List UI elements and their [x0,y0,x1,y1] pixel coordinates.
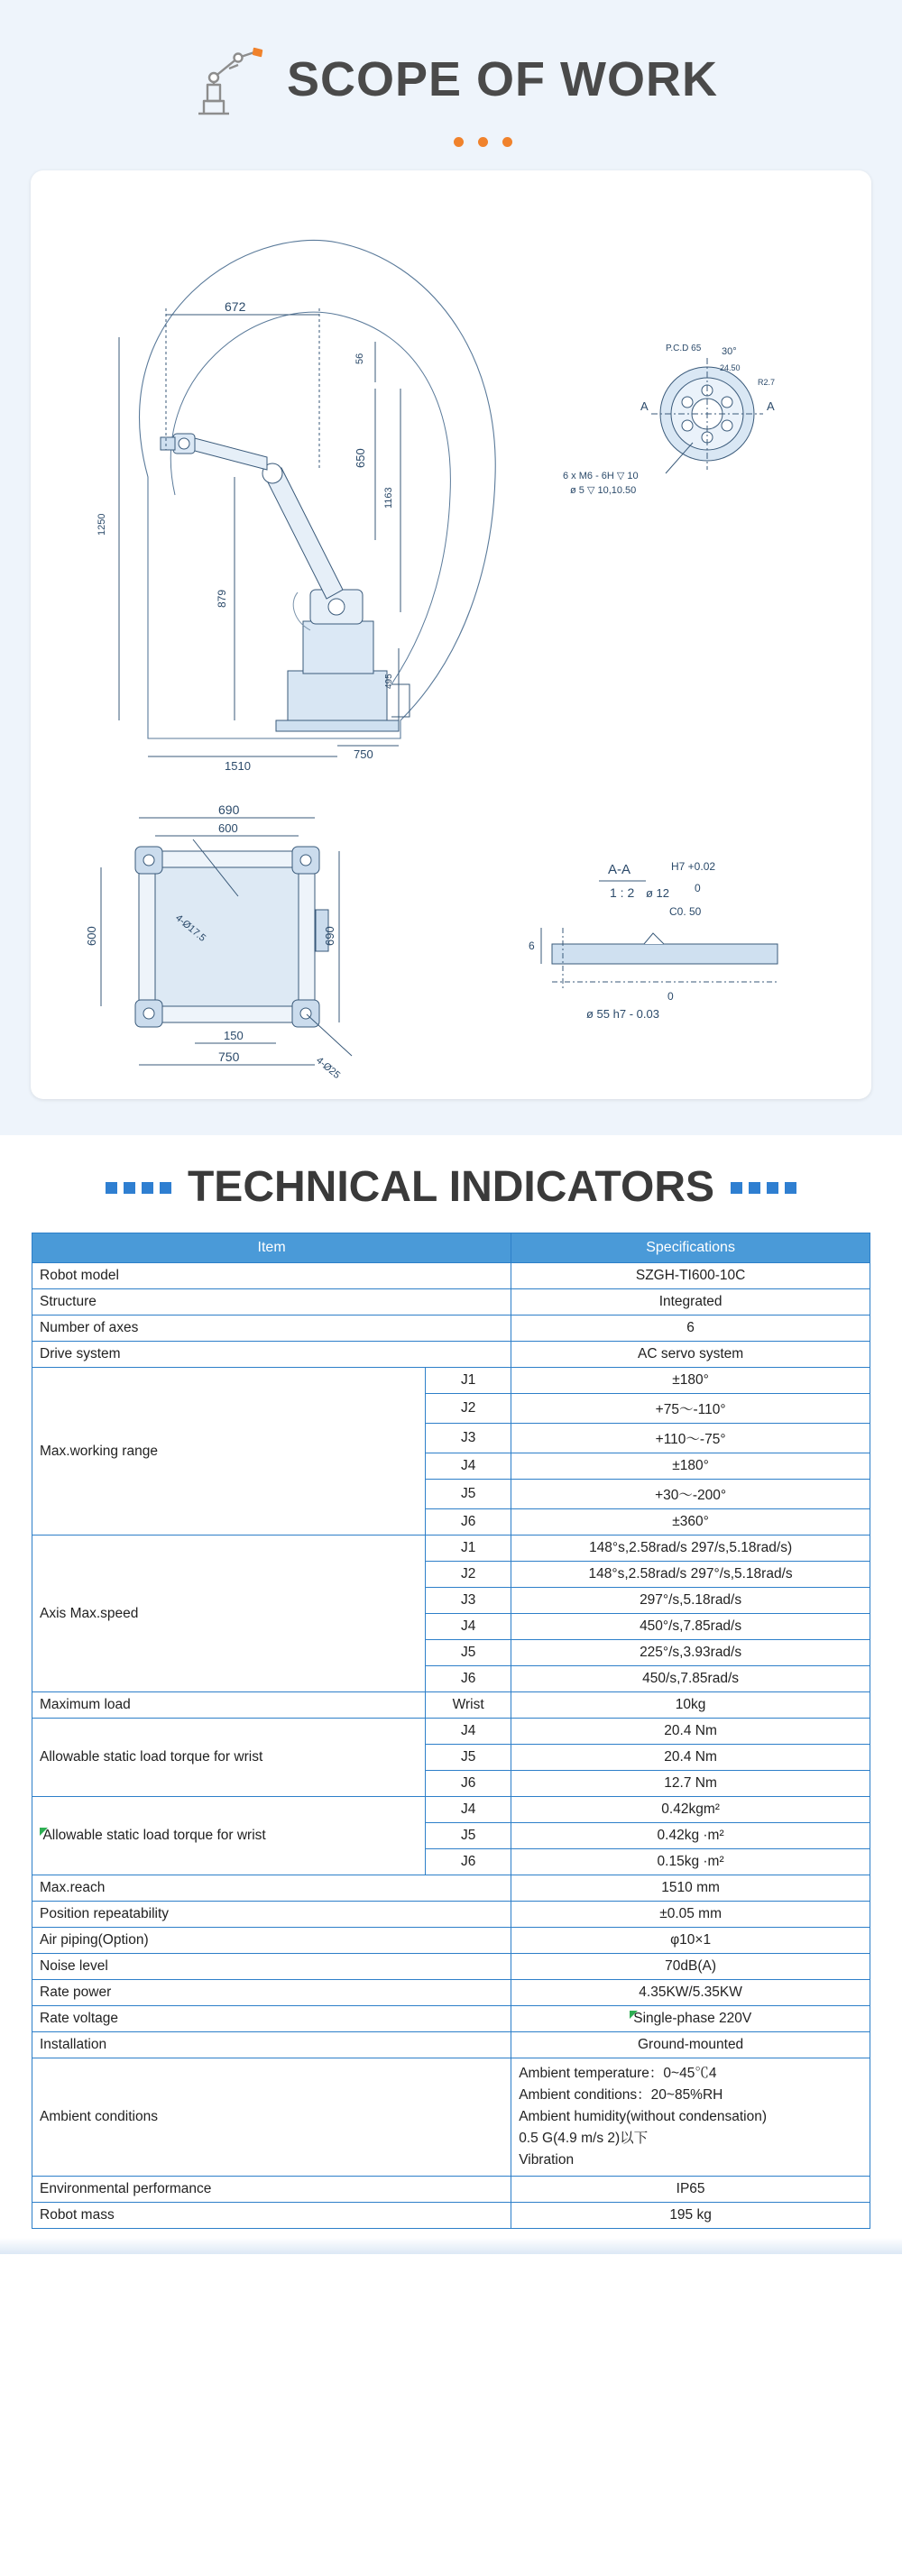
row-value: ±180° [511,1368,870,1394]
row-value: 148°s,2.58rad/s 297°/s,5.18rad/s [511,1562,870,1588]
svg-text:H7 +0.02: H7 +0.02 [671,860,716,873]
svg-text:6 x M6 - 6H ▽ 10: 6 x M6 - 6H ▽ 10 [563,471,639,481]
row-value [511,2006,870,2032]
row-value: +75〜-110° [511,1394,870,1424]
svg-text:0: 0 [695,882,701,894]
row-label [32,1797,426,1875]
table-row [32,1928,870,1954]
sub-label: J6 [426,1771,511,1797]
row-label: Position repeatability [32,1902,511,1928]
svg-text:24.50: 24.50 [720,363,741,372]
scope-of-work-section [0,0,902,1135]
table-row [32,1692,870,1719]
svg-text:A-A: A-A [608,862,631,877]
svg-text:C0. 50: C0. 50 [669,905,702,918]
row-value: 225°/s,3.93rad/s [511,1640,870,1666]
row-label: Allowable static load torque for wrist [32,1719,426,1797]
sub-label: J2 [426,1394,511,1424]
svg-text:56: 56 [354,353,365,364]
svg-text:495: 495 [384,674,394,689]
table-row [32,1902,870,1928]
svg-text:1 : 2: 1 : 2 [610,885,635,900]
table-row [32,1719,870,1745]
table-row [32,1797,870,1823]
svg-text:879: 879 [216,589,228,608]
row-value: AC servo system [511,1342,870,1368]
sub-label: J5 [426,1823,511,1849]
scope-title: SCOPE OF WORK [286,52,718,106]
row-value: ±180° [511,1453,870,1480]
row-label: Number of axes [32,1316,511,1342]
dot-3 [502,137,512,147]
row-value: 4.35KW/5.35KW [511,1980,870,2006]
row-label: Ambient conditions [32,2058,511,2177]
sub-label: J6 [426,1666,511,1692]
svg-text:690: 690 [323,926,336,946]
sub-label: J4 [426,1797,511,1823]
row-value: ±0.05 mm [511,1902,870,1928]
row-value: 0.42kg ·m² [511,1823,870,1849]
row-value: ±360° [511,1509,870,1536]
row-value: 70dB(A) [511,1954,870,1980]
svg-text:1510: 1510 [225,759,251,773]
row-value: 450°/s,7.85rad/s [511,1614,870,1640]
row-value: Integrated [511,1289,870,1316]
svg-text:ø 55 h7 - 0.03: ø 55 h7 - 0.03 [586,1007,659,1021]
robot-dimension-drawing [31,170,871,1099]
svg-text:ø 5 ▽ 10,10.50: ø 5 ▽ 10,10.50 [570,485,637,496]
svg-text:R2.7: R2.7 [758,378,776,387]
ambient-line-3: Ambient humidity(without condensation) [519,2109,768,2125]
sub-label: J6 [426,1509,511,1536]
row-value: Ground-mounted [511,2032,870,2058]
ambient-line-5: Vibration [519,2152,575,2168]
table-row [32,1289,870,1316]
table-row [32,1536,870,1562]
sub-label: J5 [426,1745,511,1771]
svg-text:P.C.D 65: P.C.D 65 [666,344,702,353]
svg-text:750: 750 [218,1050,240,1064]
table-row [32,1368,870,1394]
table-row [32,2032,870,2058]
svg-text:4-Ø25: 4-Ø25 [314,1055,343,1081]
row-value: φ10×1 [511,1928,870,1954]
sub-label: J2 [426,1562,511,1588]
row-value: 0.15kg ·m² [511,1849,870,1875]
table-row [32,2177,870,2203]
row-label: Robot model [32,1263,511,1289]
table-row [32,2203,870,2229]
table-row [32,1954,870,1980]
row-label: Rate power [32,1980,511,2006]
table-row [32,1980,870,2006]
svg-text:0: 0 [667,990,674,1003]
row-label: Noise level [32,1954,511,1980]
scope-header [0,25,902,121]
decorative-dots [63,137,902,147]
row-value: +30〜-200° [511,1480,870,1509]
table-row [32,1342,870,1368]
sub-label: J1 [426,1536,511,1562]
svg-text:4-Ø17.5: 4-Ø17.5 [173,912,208,944]
svg-text:A: A [767,399,775,413]
sub-label: Wrist [426,1692,511,1719]
row-label: Drive system [32,1342,511,1368]
technical-indicators-section [0,1135,902,2238]
table-row [32,1263,870,1289]
row-value: 297°/s,5.18rad/s [511,1588,870,1614]
row-label: Rate voltage [32,2006,511,2032]
row-value: SZGH-TI600-10C [511,1263,870,1289]
ambient-line-2: Ambient conditions：20~85%RH [519,2087,723,2104]
table-row [32,2058,870,2177]
header-item: Item [32,1233,511,1263]
sub-label: J5 [426,1640,511,1666]
svg-text:6: 6 [529,940,535,952]
row-label: Air piping(Option) [32,1928,511,1954]
svg-text:650: 650 [354,448,367,468]
robot-arm-icon [184,38,267,121]
row-label-text: Allowable static load torque for wrist [42,1828,266,1843]
svg-text:1250: 1250 [97,513,107,536]
row-value: 12.7 Nm [511,1771,870,1797]
header-specifications: Specifications [511,1233,870,1263]
row-label: Robot mass [32,2203,511,2229]
sub-label: J3 [426,1424,511,1453]
sub-label: J4 [426,1614,511,1640]
row-value: 20.4 Nm [511,1719,870,1745]
dot-1 [454,137,464,147]
svg-text:1163: 1163 [383,487,394,509]
right-squares-icon [731,1182,796,1194]
table-row [32,1875,870,1902]
row-label: Structure [32,1289,511,1316]
svg-text:30°: 30° [722,346,737,357]
row-value: 0.42kgm² [511,1797,870,1823]
svg-text:672: 672 [225,299,246,314]
sub-label: J3 [426,1588,511,1614]
row-value: 10kg [511,1692,870,1719]
row-label: Max.reach [32,1875,511,1902]
svg-text:150: 150 [224,1029,244,1042]
row-value: 450/s,7.85rad/s [511,1666,870,1692]
svg-text:750: 750 [354,747,373,761]
row-value: 20.4 Nm [511,1745,870,1771]
sub-label: J1 [426,1368,511,1394]
svg-text:690: 690 [218,802,240,817]
dot-2 [478,137,488,147]
row-value: IP65 [511,2177,870,2203]
table-row [32,2006,870,2032]
row-label: Axis Max.speed [32,1536,426,1692]
svg-text:A: A [640,399,649,413]
ambient-line-1: Ambient temperature：0~45℃4 [519,2066,717,2081]
sub-label: J4 [426,1453,511,1480]
row-value-text: Single-phase 220V [633,2011,752,2026]
row-value: 1510 mm [511,1875,870,1902]
row-label: Installation [32,2032,511,2058]
svg-text:600: 600 [218,821,238,835]
technical-header [0,1163,902,1211]
row-value: +110〜-75° [511,1424,870,1453]
row-label: Maximum load [32,1692,426,1719]
technical-title: TECHNICAL INDICATORS [187,1163,714,1211]
ambient-line-4: 0.5 G(4.9 m/s 2)以下 [519,2131,649,2147]
sub-label: J6 [426,1849,511,1875]
row-label: Environmental performance [32,2177,511,2203]
svg-text:ø 12: ø 12 [646,886,670,900]
table-row [32,1316,870,1342]
row-label: Max.working range [32,1368,426,1536]
specifications-table [32,1233,870,2229]
sub-label: J5 [426,1480,511,1509]
sub-label: J4 [426,1719,511,1745]
table-header-row [32,1233,870,1263]
row-value: 195 kg [511,2203,870,2229]
row-value: 148°s,2.58rad/s 297/s,5.18rad/s) [511,1536,870,1562]
svg-text:600: 600 [85,926,98,946]
left-squares-icon [106,1182,171,1194]
bottom-gradient [0,2238,902,2254]
row-value: 6 [511,1316,870,1342]
row-value-multiline [511,2058,870,2177]
